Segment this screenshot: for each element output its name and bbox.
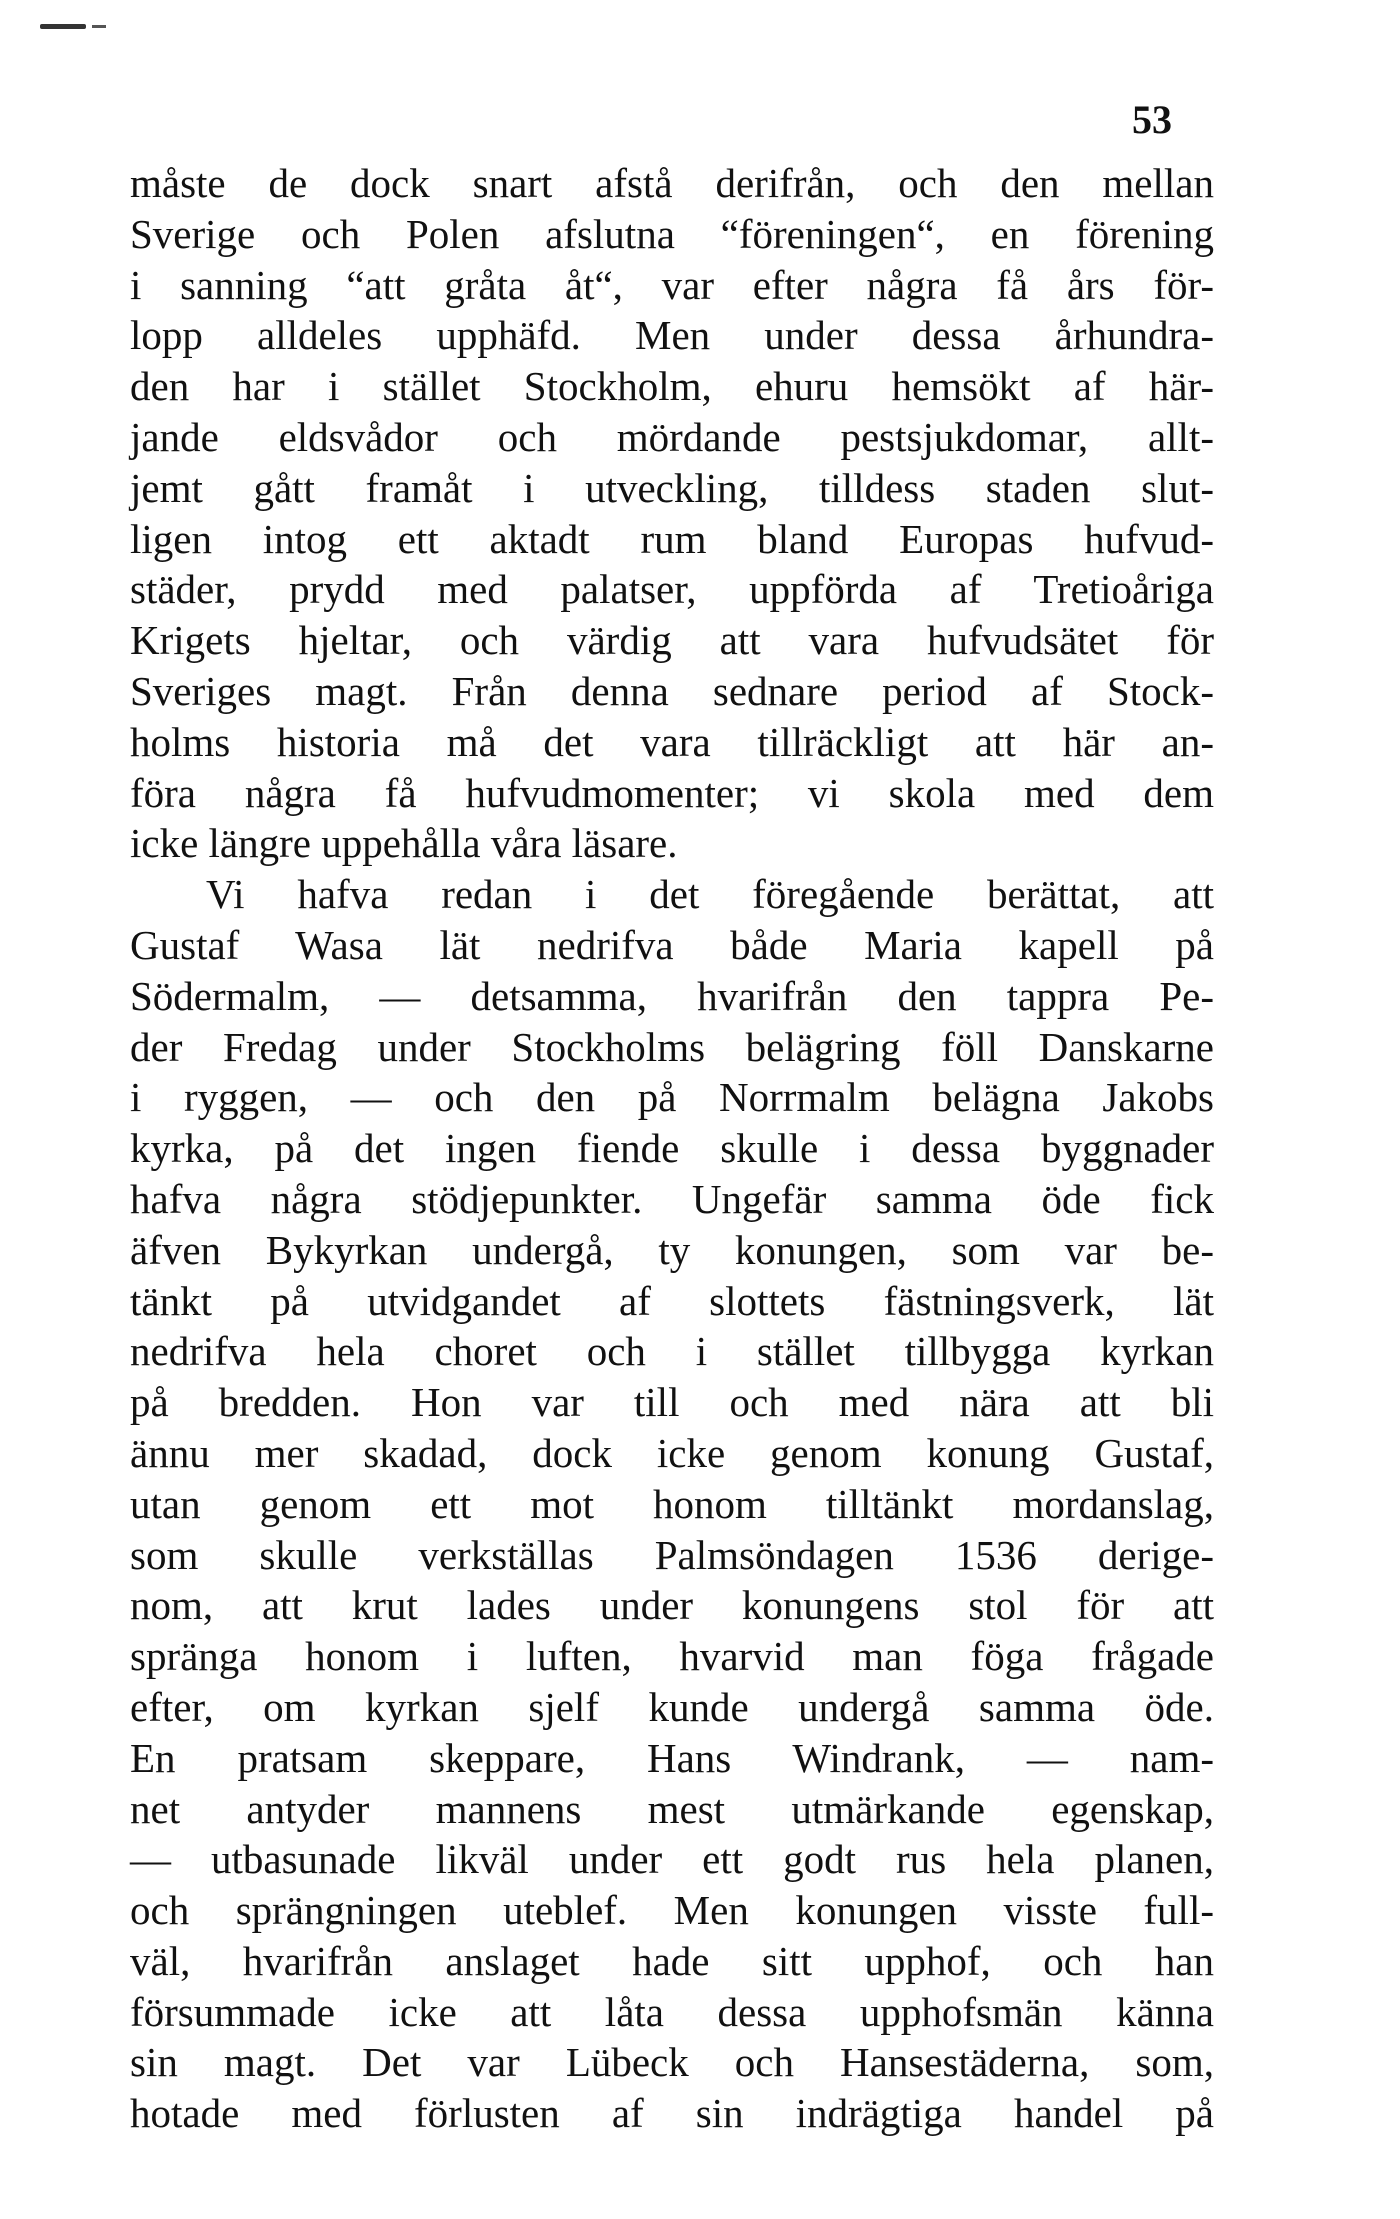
text-line: sin magt. Det var Lübeck och Hansestäderna, som,	[130, 2039, 1214, 2086]
text-line: hotade med förlusten af sin indrägtiga handel på	[130, 2090, 1214, 2137]
text-line: tänkt på utvidgandet af slottets fästningsverk, lät	[130, 1277, 1214, 1324]
text-line: utan genom ett mot honom tilltänkt mordanslag,	[130, 1480, 1214, 1527]
text-line: försummade icke att låta dessa upphofsmän känna	[130, 1988, 1214, 2035]
text-line: och sprängningen uteblef. Men konungen visste full-	[130, 1887, 1214, 1934]
text-line: holms historia må det vara tillräckligt att här an-	[130, 718, 1214, 765]
text-line: städer, prydd med palatser, uppförda af Tretioåriga	[130, 566, 1214, 613]
scan-artifact	[40, 24, 86, 29]
page-number: 53	[1132, 97, 1172, 142]
text-line: der Fredag under Stockholms belägring föll Danskarne	[130, 1023, 1214, 1070]
text-line: — utbasunade likväl under ett godt rus hela planen,	[130, 1836, 1214, 1883]
text-line: spränga honom i luften, hvarvid man föga frågade	[130, 1633, 1214, 1680]
text-line: Södermalm, — detsamma, hvarifrån den tappra Pe-	[130, 972, 1214, 1019]
text-line-paragraph-start: Vi hafva redan i det föregående berättat, att	[206, 871, 1214, 918]
text-line: nedrifva hela choret och i stället tillbygga kyrkan	[130, 1328, 1214, 1375]
text-line: ligen intog ett aktadt rum bland Europas hufvud-	[130, 515, 1214, 562]
text-line: äfven Bykyrkan undergå, ty konungen, som var be-	[130, 1226, 1214, 1273]
text-line: Gustaf Wasa lät nedrifva både Maria kapell på	[130, 921, 1214, 968]
text-line: som skulle verkställas Palmsöndagen 1536 derige-	[130, 1531, 1214, 1578]
text-line: kyrka, på det ingen fiende skulle i dessa byggnader	[130, 1125, 1214, 1172]
text-line: Sverige och Polen afslutna “föreningen“, en förening	[130, 210, 1214, 257]
text-line: net antyder mannens mest utmärkande egenskap,	[130, 1785, 1214, 1832]
text-line: den har i stället Stockholm, ehuru hemsökt af här-	[130, 363, 1214, 410]
text-line: föra några få hufvudmomenter; vi skola med dem	[130, 769, 1214, 816]
text-line: hafva några stödjepunkter. Ungefär samma öde fick	[130, 1175, 1214, 1222]
text-line: måste de dock snart afstå derifrån, och den mellan	[130, 160, 1214, 206]
text-line: jande eldsvådor och mördande pestsjukdomar, allt-	[130, 413, 1214, 460]
text-line: nom, att krut lades under konungens stol för att	[130, 1582, 1214, 1629]
text-line: lopp alldeles upphäfd. Men under dessa århundra-	[130, 312, 1214, 359]
text-line-paragraph-end: icke längre uppehålla våra läsare.	[130, 820, 678, 867]
text-line: väl, hvarifrån anslaget hade sitt upphof, och han	[130, 1937, 1214, 1984]
text-line: i ryggen, — och den på Norrmalm belägna Jakobs	[130, 1074, 1214, 1121]
text-line: i sanning “att gråta åt“, var efter några få års för-	[130, 261, 1214, 308]
text-line: En pratsam skeppare, Hans Windrank, — nam-	[130, 1734, 1214, 1781]
body-text	[130, 158, 1214, 2139]
text-line: jemt gått framåt i utveckling, tilldess staden slut-	[130, 464, 1214, 511]
text-line: Sveriges magt. Från denna sednare period af Stock-	[130, 667, 1214, 714]
text-line: ännu mer skadad, dock icke genom konung Gustaf,	[130, 1429, 1214, 1476]
text-line: Krigets hjeltar, och värdig att vara hufvudsätet för	[130, 617, 1214, 664]
text-line: på bredden. Hon var till och med nära att bli	[130, 1379, 1214, 1426]
text-line: efter, om kyrkan sjelf kunde undergå samma öde.	[130, 1683, 1214, 1730]
